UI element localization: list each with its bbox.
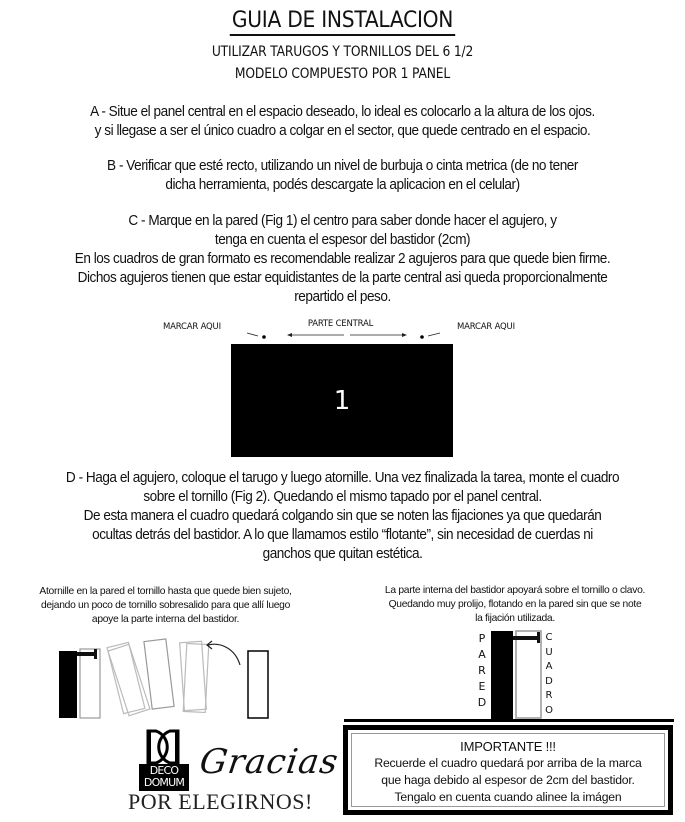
- frame-icon: [248, 651, 268, 718]
- curved-arrow-icon: [208, 644, 240, 665]
- step-d-line: D - Haga el agujero, coloque el tarugo y luego atornille. Una vez finalizada la tarea, monte el cuadro: [65, 470, 620, 486]
- frame-letter: R: [545, 690, 553, 701]
- logo-text-deco: DECO: [149, 764, 179, 777]
- pointer-right-icon: [428, 333, 440, 336]
- step-b-line: B - Verificar que esté recto, utilizando un nivel de burbuja o cinta metrica (de no tener: [107, 158, 578, 174]
- wall-label: [475, 631, 489, 711]
- caption-line: Atornille en la pared el tornillo hasta que quede bien sujeto,: [39, 586, 292, 597]
- step-a-line: A - Situe el panel central en el espacio deseado, lo ideal es colocarlo a la altura de los ojos.: [90, 104, 595, 120]
- wall-letter: D: [477, 696, 487, 709]
- frame-letter: U: [545, 646, 553, 658]
- center-part-text: PARTE CENTRAL: [307, 319, 374, 329]
- frame-letter: C: [545, 632, 553, 643]
- wall-letter: P: [478, 632, 486, 645]
- wall-letter: A: [478, 648, 486, 661]
- caption-line: la fijación utilizada.: [475, 613, 555, 624]
- mark-here-right-label: MARCAR AQUI: [457, 322, 515, 332]
- important-line: Tengalo en cuenta cuando alinee la imágen: [394, 790, 622, 804]
- step-d: [24, 469, 661, 564]
- logo-text-domum: DOMUM: [143, 776, 185, 789]
- screw-icon: [513, 636, 537, 640]
- subtitle-screws: UTILIZAR TARUGOS Y TORNILLOS DEL 6 1/2: [211, 44, 474, 60]
- step-c-line: En los cuadros de gran formato es recomendable realizar 2 agujeros para que quede bien firme.: [74, 251, 611, 267]
- wall-letter: E: [478, 680, 486, 693]
- page-title: [27, 8, 657, 33]
- step-a: [24, 103, 661, 141]
- step-c-line: tenga en cuenta el espesor del bastidor (2cm): [214, 232, 471, 248]
- step-c: [24, 212, 661, 307]
- mark-dot-right-icon: [420, 335, 424, 339]
- frame-label: [543, 631, 555, 718]
- caption-line: dejando un poco de tornillo sobresalido para que allí luego: [40, 600, 291, 611]
- divider: [344, 719, 674, 722]
- important-heading: IMPORTANTE !!!: [460, 739, 556, 754]
- caption-line: Quedando muy prolijo, flotando en la pared sin que se note: [388, 599, 642, 610]
- frame-letter: D: [545, 675, 553, 687]
- frame-rotating-icon: [107, 639, 209, 716]
- fig2-left-caption: [8, 585, 323, 627]
- step-d-line: De esta manera el cuadro quedará colgando sin que se noten las fijaciones ya que quedarán: [83, 508, 602, 524]
- frame-outline-icon: [516, 631, 541, 718]
- important-line: Recuerde el cuadro quedará por arriba de la marca: [374, 756, 642, 770]
- important-notice: [343, 725, 673, 815]
- fig2-right-diagram: [490, 630, 546, 720]
- important-line: que haga debido al espesor de 2cm del bastidor.: [381, 773, 635, 787]
- step-b-line: dicha herramienta, podés descargate la aplicacion en el celular): [165, 177, 520, 193]
- step-c-line: C - Marque en la pared (Fig 1) el centro para saber donde hacer el agujero, y: [128, 213, 557, 229]
- fig2-right-caption: [350, 584, 680, 626]
- pointer-left-icon: [247, 333, 258, 336]
- tagline: POR ELEGIRNOS!: [128, 789, 313, 814]
- wall-letter: R: [478, 664, 486, 677]
- deco-domum-logo-icon: [138, 729, 188, 765]
- step-c-line: Dichos agujeros tienen que estar equidistantes de la parte central asi queda proporcionalmente: [77, 270, 608, 286]
- page-title-text: GUIA DE INSTALACION: [230, 8, 455, 36]
- frame-letter: O: [545, 704, 553, 716]
- caption-line: apoye la parte interna del bastidor.: [91, 614, 240, 625]
- gracias-script: Gracias: [197, 742, 342, 782]
- step-c-line: repartido el peso.: [294, 289, 391, 305]
- mark-dot-left-icon: [262, 335, 266, 339]
- important-text: [348, 730, 668, 806]
- screw-icon: [77, 652, 94, 656]
- frame-outline-icon: [80, 649, 100, 718]
- wall-icon: [59, 651, 77, 718]
- fig2-left-diagram: [40, 630, 290, 725]
- caption-line: La parte interna del bastidor apoyará sobre el tornillo o clavo.: [384, 585, 646, 596]
- step-b: [24, 157, 661, 195]
- step-a-line: y si llegase a ser el único cuadro a colgar en el sector, que quede centrado en el espacio.: [94, 123, 591, 139]
- fig1-markers: [150, 320, 530, 346]
- step-d-line: sobre el tornillo (Fig 2). Quedando el mismo tapado por el panel central.: [143, 489, 542, 505]
- mark-here-left-label: MARCAR AQUI: [163, 322, 221, 332]
- subtitle-model: MODELO COMPUESTO POR 1 PANEL: [234, 66, 451, 82]
- panel-figure: [231, 344, 453, 457]
- step-d-line: ganchos que quitan estética.: [262, 546, 423, 562]
- frame-letter: A: [545, 661, 553, 672]
- logo-box: [139, 764, 189, 791]
- step-d-line: ocultas detrás del bastidor. A lo que llamamos estilo “flotante”, sin necesidad de cuerdas ni: [92, 527, 593, 543]
- wall-icon: [491, 631, 513, 719]
- panel-number: 1: [333, 385, 351, 416]
